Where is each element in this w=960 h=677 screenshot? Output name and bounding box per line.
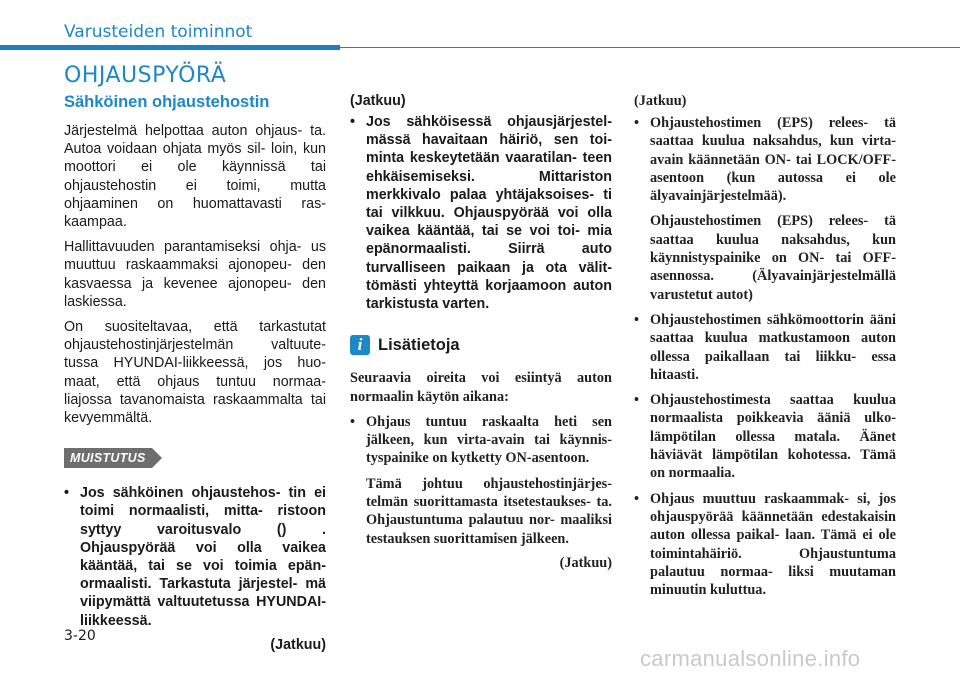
paragraph: Seuraavia oireita voi esiintyä auton normaalin käytön aikana:	[350, 370, 612, 405]
header-rule	[0, 45, 340, 50]
info-icon: i	[350, 335, 370, 355]
bullet-text: Ohjaustehostimen sähkömoottorin ääni saattaa kuulua matkustamoon auton ollessa paikallaan tai liikku- essa hitaasti.	[650, 311, 896, 383]
paragraph: Tämä johtuu ohjaustehostinjärjes- telmän suorittamasta itsetestaukses- ta. Ohjaustuntuma palautuu nor- maaliksi testauksen suorittamisen jälkeen.	[366, 475, 612, 547]
header-rule-thin	[340, 47, 960, 48]
bullet-text: Ohjaustehostimen (EPS) relees- tä saattaa kuulua naksahdus, kun virta-avain käännetään ON- tai LOCK/OFF-asentoon (kun autossa ei ole älyavainjärjestelmää).	[650, 115, 896, 205]
column-3	[634, 93, 896, 606]
bullet-dot-icon: •	[350, 413, 356, 430]
continued-label: (Jatkuu)	[270, 636, 326, 653]
column-1	[64, 93, 326, 657]
paragraph: Ohjaustehostimen (EPS) relees- tä saattaa kuulua naksahdus, kun käynnistyspainike on ON- tai OFF- asennossa. (Älyavainjärjestelmällä varustetut autot)	[650, 213, 896, 303]
page-number: 3-20	[64, 628, 96, 644]
paragraph: Hallittavuuden parantamiseksi ohja- us muuttuu raskaammaksi ajonopeu- den kasvaessa ja kevenee ajonopeu- den laskiessa.	[64, 239, 326, 310]
sub-heading: Sähköinen ohjaustehostin	[64, 93, 270, 111]
bullet-item	[350, 413, 612, 468]
continued-label: (Jatkuu)	[350, 93, 406, 109]
paragraph: On suositeltavaa, että tarkastutat ohjaustehostinjärjestelmän valtuute- tussa HYUNDAI-liikkeessä, jos huo- maat, että ohjaus tuntuu normaa- liajossa tavanomaista raskaammalta tai kevyemmältä.	[64, 319, 326, 427]
bullet-text: Ohjaus tuntuu raskaalta heti sen jälkeen, kun virta-avain tai käynnis- tyspainike on kytketty ON-asentoon.	[366, 413, 612, 467]
bullet-item	[634, 114, 896, 205]
bullet-item	[634, 490, 896, 600]
continued-label: (Jatkuu)	[634, 93, 687, 109]
bullet-text: Ohjaustehostimesta saattaa kuulua normaalista poikkeavia ääniä ulko- lämpötilan ollessa matala. Äänet häviävät lämpötilan kohotessa. Tämä on normaalia.	[650, 392, 896, 482]
watermark: carmanualsonline.info	[640, 646, 861, 671]
bullet-text: Jos sähköisessä ohjausjärjestel- mässä havaitaan häiriö, sen toi- minta keskeytetään vaaratilan- teen ehkäisemiseksi. Mittariston merkkivalo palaa yhtäjaksoises- ti tai vilkkuu. Ohjauspyörää voi olla vaikea kääntää, tai se voi toi- mia epänormaalisti. Siirrä auto turvalliseen paikaan ja ota välit- tömästi yhteyttä korjaamoon auton tarkistusta varten.	[366, 114, 612, 313]
section-header: Varusteiden toiminnot	[64, 22, 253, 42]
paragraph: Järjestelmä helpottaa auton ohjaus- ta. Autoa voidaan ohjata myös sil- loin, kun moottori ei ole käynnissä tai ohjaustehostin ei toimi, mutta ohjaaminen on huomattavasti ras- kaampaa.	[64, 123, 326, 231]
continued-label: (Jatkuu)	[559, 554, 612, 571]
bullet-dot-icon: •	[350, 114, 356, 130]
bullet-text: Ohjaus muuttuu raskaammak- si, jos ohjauspyörää käännetään edestakaisin auton ollessa paikal- laan. Tämä ei ole toimintahäiriö. Ohjaustuntuma palautuu normaa- liksi muutaman minuutin kuluttua.	[650, 490, 896, 599]
info-heading-row	[350, 335, 612, 355]
bullet-text: Jos sähköinen ohjaustehos- tin ei toimi normaalisti, mitta- ristoon syttyy varoitusvalo () . Ohjauspyörää voi olla vaikea kääntää, tai se voi toimia epän- ormaalisti. Tarkastuta järjestel- mä viipymättä valtuutetussa HYUNDAI-liikkeessä.	[80, 485, 326, 629]
bullet-item	[350, 113, 612, 313]
bullet-item	[634, 391, 896, 482]
bullet-dot-icon: •	[634, 392, 640, 409]
chapter-title: OHJAUSPYÖRÄ	[64, 63, 227, 88]
bullet-dot-icon: •	[64, 485, 70, 502]
bullet-item	[634, 311, 896, 384]
column-2	[350, 93, 612, 576]
bullet-dot-icon: •	[634, 115, 640, 131]
info-heading: Lisätietoja	[378, 335, 460, 354]
bullet-dot-icon: •	[634, 311, 640, 328]
notice-badge: MUISTUTUS	[64, 448, 152, 468]
bullet-item	[64, 484, 326, 630]
bullet-dot-icon: •	[634, 490, 640, 507]
